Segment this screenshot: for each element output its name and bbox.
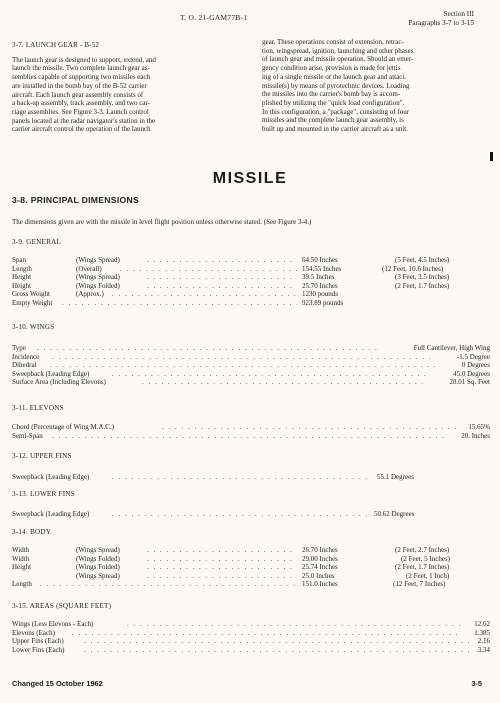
table-row: Gross Weight (Approx.) . . . 1230 pounds: [12, 290, 490, 299]
doc-number: T. O. 21-GAM77B-1: [180, 13, 248, 22]
upper-fins-table: [12, 473, 490, 482]
general-table: [12, 256, 490, 308]
text-line: the missiles into the carrier's bomb bay is accom-: [262, 90, 401, 99]
table-row: Surface Area (Including Elevons) . . . 28.01 Sq. Feet: [12, 378, 490, 387]
text-line: The launch gear is designed to support, extend, and: [12, 55, 156, 64]
text-line: a back-up assembly, track assembly, and two car-: [12, 99, 150, 108]
table-row: Length . . . 151.0 Inches (12 Feet, 7 Inches): [12, 580, 490, 589]
principal-dimensions-intro: The dimensions given are with the missile in level flight position unless otherwise stated. (See Figure 3-4.): [12, 218, 312, 226]
page-title: MISSILE: [212, 170, 288, 187]
table-row: (Wings Spread) . . . 25.0 Inches (2 Feet, 1 Inch): [12, 572, 490, 581]
table-row: Empty Weight . . . 923.89 pounds: [12, 299, 490, 308]
elevons-table: [12, 423, 490, 440]
table-row: Height (Wings Folded) . . . 25.74 Inches (2 Feet, 1.7 Inches): [12, 563, 490, 572]
text-line: gency condition arise, provision is made for jettis: [262, 64, 401, 73]
launch-gear-left-column: [12, 41, 240, 134]
section-label: Section III: [443, 10, 474, 18]
text-line: missile(s) by means of pyrotechnic devices. Loading: [262, 81, 410, 90]
table-row: Dihedral . . . 0 Degrees: [12, 361, 490, 370]
table-row: Wings (Less Elevons - Each) . . . 12.62: [12, 620, 490, 629]
table-row: Length (Overall) . . . 154.55 Inches (12 Feet, 10.6 Inches): [12, 265, 490, 274]
change-bar: [490, 152, 493, 161]
page-number: 3-5: [471, 679, 482, 688]
table-row: Span (Wings Spread) . . . 64.50 Inches (5 Feet, 4.5 Inches): [12, 256, 490, 265]
launch-gear-heading: 3-7. LAUNCH GEAR - B-52: [12, 41, 100, 49]
table-row: Width (Wings Spread) . . . 26.70 Inches (2 Feet, 2.7 Inches): [12, 546, 490, 555]
text-line: panels located at the radar navigator's station in the: [12, 116, 156, 125]
upper-fins-heading: 3-12. UPPER FINS: [12, 452, 72, 460]
text-line: plished by utilizing the "quick load configuration".: [262, 98, 405, 107]
text-line: tion, wingspread, ignition, launching and other phases: [262, 46, 414, 55]
wings-table: [12, 344, 490, 387]
table-row: Sweepback (Leading Edge) . . . 50.62 Degrees: [12, 510, 490, 519]
areas-heading: 3-15. AREAS (SQUARE FEET): [12, 602, 112, 610]
table-row: Sweepback (Leading Edge) . . . 45.0 Degrees: [12, 370, 490, 379]
text-line: aircraft. Each launch gear assembly consists of: [12, 90, 144, 99]
text-line: built up and mounted in the carrier aircraft as a unit.: [262, 125, 408, 134]
text-line: riage assemblies. See Figure 3-3. Launch control: [12, 107, 149, 116]
table-row: Height (Wings Spread) . . . 39.5 Inches (3 Feet, 3.5 Inches): [12, 273, 490, 282]
lower-fins-table: [12, 510, 490, 519]
table-row: Height (Wings Folded) . . . 25.70 Inches (2 Feet, 1.7 Inches): [12, 282, 490, 291]
areas-table: [12, 620, 490, 654]
page-header-right: [408, 10, 474, 28]
paragraph-range: Paragraphs 3-7 to 3-15: [408, 19, 474, 27]
text-line: gear. These operations consist of extension, retrac-: [262, 38, 404, 46]
changed-date: Changed 15 October 1962: [12, 679, 103, 688]
text-line: ing of a single missile or the launch gear and attaci.: [262, 72, 407, 81]
table-row: Chord (Percentage of Wing M.A.C.) . . . 15.65%: [12, 423, 490, 432]
launch-gear-left-text: [12, 56, 240, 134]
text-line: In this configuration, a "package", consisting of four: [262, 107, 410, 116]
table-row: Upper Fins (Each) . . . 2.16: [12, 637, 490, 646]
text-line: semblies capable of supporting two missiles each: [12, 73, 151, 82]
table-row: Sweepback (Leading Edge) . . . 55.1 Degrees: [12, 473, 490, 482]
body-heading: 3-14. BODY: [12, 528, 52, 536]
table-row: Width (Wings Folded) . . . 29.00 Inches (2 Feet, 5 Inches): [12, 555, 490, 564]
lower-fins-heading: 3-13. LOWER FINS: [12, 490, 75, 498]
principal-dimensions-heading: 3-8. PRINCIPAL DIMENSIONS: [12, 195, 140, 205]
table-row: Elevons (Each) . . . 1.385: [12, 629, 490, 638]
table-row: Incidence . . . -1.5 Degree: [12, 353, 490, 362]
body-table: [12, 546, 490, 589]
table-row: Semi-Span . . . 20. Inches: [12, 432, 490, 441]
elevons-heading: 3-11. ELEVONS: [12, 404, 64, 412]
text-line: carrier aircraft control the operation of the launch: [12, 125, 151, 134]
text-line: missiles and the complete launch gear assembly, is: [262, 116, 404, 125]
text-line: of launch gear and missile operation. Should an emer-: [262, 55, 414, 64]
wings-heading: 3-10. WINGS: [12, 323, 55, 331]
launch-gear-right-text: [262, 38, 488, 134]
table-row: Type . . . Full Cantilever, High Wing: [12, 344, 490, 353]
general-heading: 3-9. GENERAL: [12, 238, 62, 246]
text-line: launch the missile. Two complete launch gear as-: [12, 64, 150, 73]
table-row: Lower Fins (Each) . . . 3.34: [12, 646, 490, 655]
text-line: are installed in the bomb bay of the B-52 carrier: [12, 81, 147, 90]
launch-gear-right-column: [262, 38, 488, 134]
